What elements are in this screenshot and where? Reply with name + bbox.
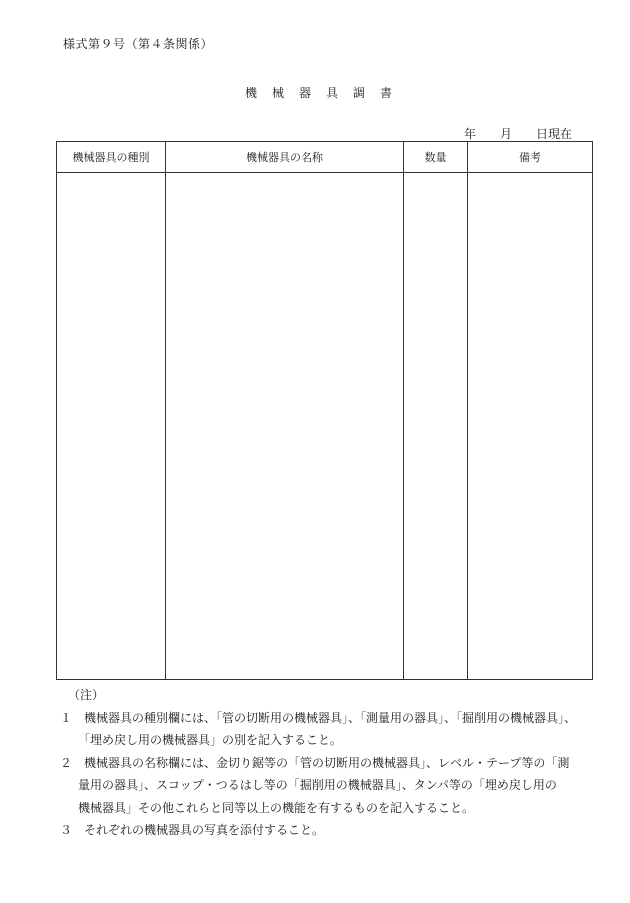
note-3: ３ それぞれの機械器具の写真を添付すること。 — [60, 823, 325, 837]
note-2-line-2: 量用の器具」、スコップ・つるはし等の「掘削用の機械器具」、タンパ等の「埋め戻し用の — [78, 778, 557, 792]
cell-type[interactable] — [57, 173, 166, 680]
note-1-line-2: 「埋め戻し用の機械器具」の別を記入すること。 — [78, 733, 343, 747]
notes-heading: （注） — [68, 688, 105, 702]
cell-name[interactable] — [166, 173, 404, 680]
form-number: 様式第９号（第４条関係） — [63, 37, 214, 51]
table-header-row — [57, 142, 593, 173]
document-title: 機械器具調書 — [244, 86, 407, 100]
notes-section — [60, 684, 585, 842]
date-line: 年 月 日現在 — [463, 127, 572, 141]
note-2-line-3: 機械器具」その他これらと同等以上の機能を有するものを記入すること。 — [78, 800, 475, 815]
column-header-type: 機械器具の種別 — [57, 142, 166, 173]
column-header-name: 機械器具の名称 — [166, 142, 404, 173]
cell-remarks[interactable] — [468, 173, 593, 680]
note-2-line-1: ２ 機械器具の名称欄には、金切り鋸等の「管の切断用の機械器具」、レベル・テープ等の「測 — [60, 755, 570, 770]
equipment-table — [56, 141, 593, 680]
note-1-line-1: １ 機械器具の種別欄には、「管の切断用の機械器具」、「測量用の器具」、「掘削用の機械器具」、 — [60, 710, 577, 725]
column-header-quantity: 数量 — [404, 142, 468, 173]
column-header-remarks: 備考 — [468, 142, 593, 173]
table-row — [57, 173, 593, 680]
cell-quantity[interactable] — [404, 173, 468, 680]
